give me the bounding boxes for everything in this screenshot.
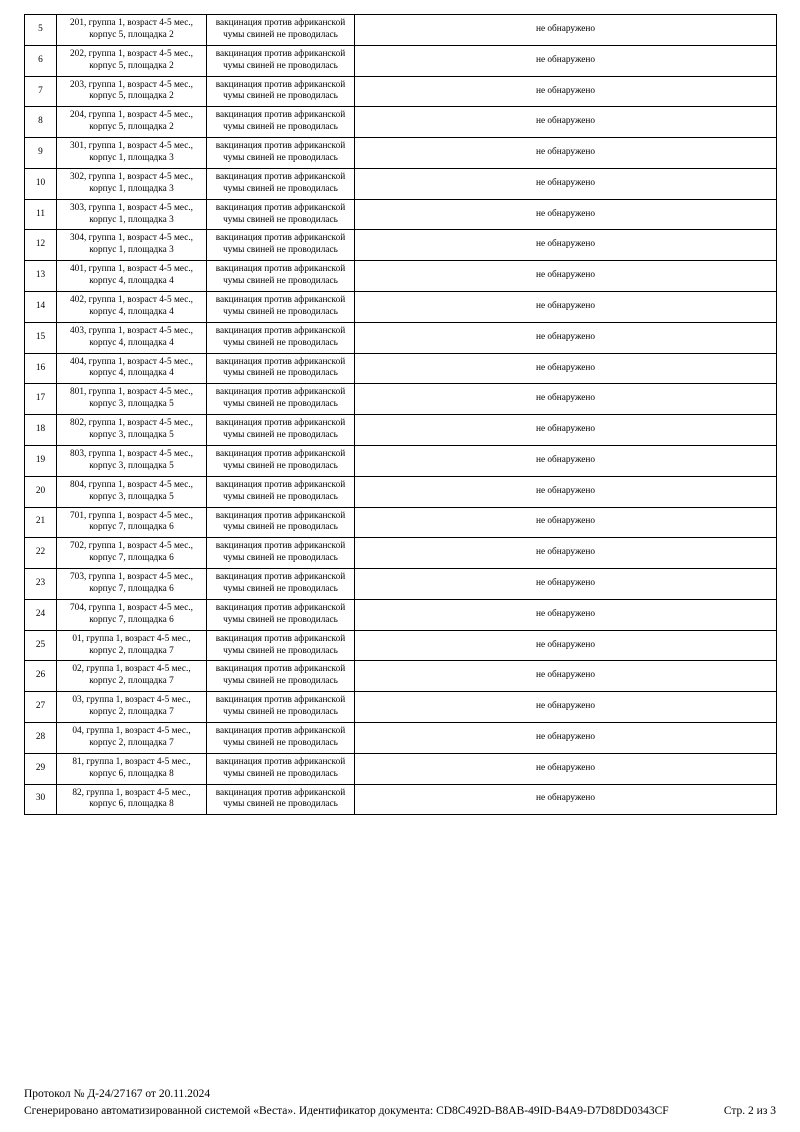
table-cell-result: не обнаружено	[355, 692, 777, 723]
table-cell-result: не обнаружено	[355, 415, 777, 446]
table-cell-vaccination: вакцинация против африканской чумы свиней не проводилась	[207, 261, 355, 292]
table-row	[25, 384, 777, 415]
table-cell-sample: 82, группа 1, возраст 4-5 мес., корпус 6, площадка 8	[57, 784, 207, 815]
table-row	[25, 199, 777, 230]
table-cell-number: 26	[25, 661, 57, 692]
table-row	[25, 168, 777, 199]
table-cell-result: не обнаружено	[355, 107, 777, 138]
table-cell-sample: 304, группа 1, возраст 4-5 мес., корпус 1, площадка 3	[57, 230, 207, 261]
table-cell-number: 12	[25, 230, 57, 261]
table-cell-sample: 04, группа 1, возраст 4-5 мес., корпус 2, площадка 7	[57, 722, 207, 753]
table-cell-number: 19	[25, 445, 57, 476]
table-row	[25, 753, 777, 784]
table-cell-result: не обнаружено	[355, 230, 777, 261]
table-row	[25, 630, 777, 661]
table-cell-number: 28	[25, 722, 57, 753]
table-cell-vaccination: вакцинация против африканской чумы свиней не проводилась	[207, 661, 355, 692]
table-cell-result: не обнаружено	[355, 445, 777, 476]
table-cell-sample: 702, группа 1, возраст 4-5 мес., корпус 7, площадка 6	[57, 538, 207, 569]
table-cell-result: не обнаружено	[355, 599, 777, 630]
table-cell-result: не обнаружено	[355, 753, 777, 784]
results-table	[24, 14, 777, 815]
protocol-line: Протокол № Д-24/27167 от 20.11.2024	[24, 1088, 211, 1100]
table-cell-number: 17	[25, 384, 57, 415]
table-cell-sample: 704, группа 1, возраст 4-5 мес., корпус 7, площадка 6	[57, 599, 207, 630]
table-cell-result: не обнаружено	[355, 630, 777, 661]
table-row	[25, 692, 777, 723]
table-cell-number: 9	[25, 138, 57, 169]
table-cell-vaccination: вакцинация против африканской чумы свиней не проводилась	[207, 722, 355, 753]
table-row	[25, 661, 777, 692]
table-cell-vaccination: вакцинация против африканской чумы свиней не проводилась	[207, 569, 355, 600]
table-cell-number: 29	[25, 753, 57, 784]
table-cell-sample: 01, группа 1, возраст 4-5 мес., корпус 2, площадка 7	[57, 630, 207, 661]
table-cell-result: не обнаружено	[355, 661, 777, 692]
table-row	[25, 107, 777, 138]
table-row	[25, 292, 777, 323]
table-cell-result: не обнаружено	[355, 261, 777, 292]
table-cell-result: не обнаружено	[355, 353, 777, 384]
table-cell-result: не обнаружено	[355, 569, 777, 600]
table-cell-result: не обнаружено	[355, 722, 777, 753]
table-cell-result: не обнаружено	[355, 476, 777, 507]
table-cell-result: не обнаружено	[355, 538, 777, 569]
table-cell-number: 25	[25, 630, 57, 661]
table-cell-number: 5	[25, 15, 57, 46]
table-cell-sample: 202, группа 1, возраст 4-5 мес., корпус 5, площадка 2	[57, 45, 207, 76]
table-row	[25, 353, 777, 384]
table-cell-vaccination: вакцинация против африканской чумы свиней не проводилась	[207, 445, 355, 476]
table-cell-number: 16	[25, 353, 57, 384]
table-cell-number: 8	[25, 107, 57, 138]
table-cell-result: не обнаружено	[355, 168, 777, 199]
table-row	[25, 261, 777, 292]
table-cell-number: 22	[25, 538, 57, 569]
table-cell-number: 24	[25, 599, 57, 630]
table-row	[25, 507, 777, 538]
table-cell-vaccination: вакцинация против африканской чумы свиней не проводилась	[207, 230, 355, 261]
page-footer	[24, 1086, 776, 1119]
table-cell-number: 11	[25, 199, 57, 230]
table-cell-result: не обнаружено	[355, 15, 777, 46]
table-cell-result: не обнаружено	[355, 784, 777, 815]
table-row	[25, 722, 777, 753]
table-cell-vaccination: вакцинация против африканской чумы свиней не проводилась	[207, 76, 355, 107]
table-row	[25, 784, 777, 815]
table-cell-vaccination: вакцинация против африканской чумы свиней не проводилась	[207, 507, 355, 538]
table-cell-sample: 404, группа 1, возраст 4-5 мес., корпус 4, площадка 4	[57, 353, 207, 384]
table-cell-result: не обнаружено	[355, 384, 777, 415]
table-row	[25, 15, 777, 46]
table-cell-sample: 203, группа 1, возраст 4-5 мес., корпус 5, площадка 2	[57, 76, 207, 107]
table-cell-result: не обнаружено	[355, 138, 777, 169]
table-cell-vaccination: вакцинация против африканской чумы свиней не проводилась	[207, 415, 355, 446]
table-cell-sample: 401, группа 1, возраст 4-5 мес., корпус 4, площадка 4	[57, 261, 207, 292]
table-cell-sample: 303, группа 1, возраст 4-5 мес., корпус 1, площадка 3	[57, 199, 207, 230]
table-row	[25, 445, 777, 476]
table-cell-sample: 201, группа 1, возраст 4-5 мес., корпус 5, площадка 2	[57, 15, 207, 46]
table-cell-sample: 204, группа 1, возраст 4-5 мес., корпус 5, площадка 2	[57, 107, 207, 138]
table-cell-sample: 302, группа 1, возраст 4-5 мес., корпус 1, площадка 3	[57, 168, 207, 199]
table-row	[25, 415, 777, 446]
table-cell-sample: 403, группа 1, возраст 4-5 мес., корпус 4, площадка 4	[57, 322, 207, 353]
table-cell-sample: 03, группа 1, возраст 4-5 мес., корпус 2, площадка 7	[57, 692, 207, 723]
table-cell-result: не обнаружено	[355, 322, 777, 353]
table-cell-number: 6	[25, 45, 57, 76]
table-cell-vaccination: вакцинация против африканской чумы свиней не проводилась	[207, 45, 355, 76]
table-cell-vaccination: вакцинация против африканской чумы свиней не проводилась	[207, 599, 355, 630]
generated-by-line: Сгенерировано автоматизированной системой «Веста». Идентификатор документа: CD8C492D-B8AB-49ID-B4A9-D7D8DD0343CF	[24, 1104, 669, 1117]
table-cell-vaccination: вакцинация против африканской чумы свиней не проводилась	[207, 15, 355, 46]
table-row	[25, 569, 777, 600]
table-cell-vaccination: вакцинация против африканской чумы свиней не проводилась	[207, 168, 355, 199]
table-cell-number: 7	[25, 76, 57, 107]
table-row	[25, 538, 777, 569]
table-cell-vaccination: вакцинация против африканской чумы свиней не проводилась	[207, 138, 355, 169]
table-cell-number: 21	[25, 507, 57, 538]
table-cell-number: 23	[25, 569, 57, 600]
table-cell-number: 10	[25, 168, 57, 199]
table-cell-result: не обнаружено	[355, 76, 777, 107]
table-cell-vaccination: вакцинация против африканской чумы свиней не проводилась	[207, 538, 355, 569]
footer-bottom-line	[24, 1103, 776, 1120]
table-row	[25, 476, 777, 507]
table-cell-sample: 803, группа 1, возраст 4-5 мес., корпус 3, площадка 5	[57, 445, 207, 476]
table-cell-result: не обнаружено	[355, 45, 777, 76]
table-row	[25, 322, 777, 353]
table-cell-number: 14	[25, 292, 57, 323]
table-cell-sample: 703, группа 1, возраст 4-5 мес., корпус 7, площадка 6	[57, 569, 207, 600]
table-cell-vaccination: вакцинация против африканской чумы свиней не проводилась	[207, 753, 355, 784]
table-cell-sample: 801, группа 1, возраст 4-5 мес., корпус 3, площадка 5	[57, 384, 207, 415]
table-row	[25, 138, 777, 169]
table-row	[25, 45, 777, 76]
table-row	[25, 230, 777, 261]
table-cell-sample: 804, группа 1, возраст 4-5 мес., корпус 3, площадка 5	[57, 476, 207, 507]
table-cell-number: 20	[25, 476, 57, 507]
table-cell-vaccination: вакцинация против африканской чумы свиней не проводилась	[207, 292, 355, 323]
table-cell-number: 30	[25, 784, 57, 815]
table-cell-sample: 301, группа 1, возраст 4-5 мес., корпус 1, площадка 3	[57, 138, 207, 169]
table-cell-vaccination: вакцинация против африканской чумы свиней не проводилась	[207, 476, 355, 507]
table-cell-vaccination: вакцинация против африканской чумы свиней не проводилась	[207, 322, 355, 353]
table-cell-result: не обнаружено	[355, 199, 777, 230]
table-cell-vaccination: вакцинация против африканской чумы свиней не проводилась	[207, 384, 355, 415]
table-cell-sample: 02, группа 1, возраст 4-5 мес., корпус 2, площадка 7	[57, 661, 207, 692]
table-cell-vaccination: вакцинация против африканской чумы свиней не проводилась	[207, 784, 355, 815]
results-table-body	[25, 15, 777, 815]
table-cell-vaccination: вакцинация против африканской чумы свиней не проводилась	[207, 353, 355, 384]
table-row	[25, 599, 777, 630]
table-cell-sample: 81, группа 1, возраст 4-5 мес., корпус 6, площадка 8	[57, 753, 207, 784]
table-cell-result: не обнаружено	[355, 507, 777, 538]
table-cell-number: 27	[25, 692, 57, 723]
table-cell-vaccination: вакцинация против африканской чумы свиней не проводилась	[207, 107, 355, 138]
table-row	[25, 76, 777, 107]
table-cell-vaccination: вакцинация против африканской чумы свиней не проводилась	[207, 199, 355, 230]
table-cell-vaccination: вакцинация против африканской чумы свиней не проводилась	[207, 692, 355, 723]
page-number: Стр. 2 из 3	[723, 1104, 776, 1117]
table-cell-number: 15	[25, 322, 57, 353]
table-cell-number: 13	[25, 261, 57, 292]
table-cell-result: не обнаружено	[355, 292, 777, 323]
table-cell-sample: 802, группа 1, возраст 4-5 мес., корпус 3, площадка 5	[57, 415, 207, 446]
table-cell-sample: 402, группа 1, возраст 4-5 мес., корпус 4, площадка 4	[57, 292, 207, 323]
table-cell-vaccination: вакцинация против африканской чумы свиней не проводилась	[207, 630, 355, 661]
table-cell-sample: 701, группа 1, возраст 4-5 мес., корпус 7, площадка 6	[57, 507, 207, 538]
table-cell-number: 18	[25, 415, 57, 446]
